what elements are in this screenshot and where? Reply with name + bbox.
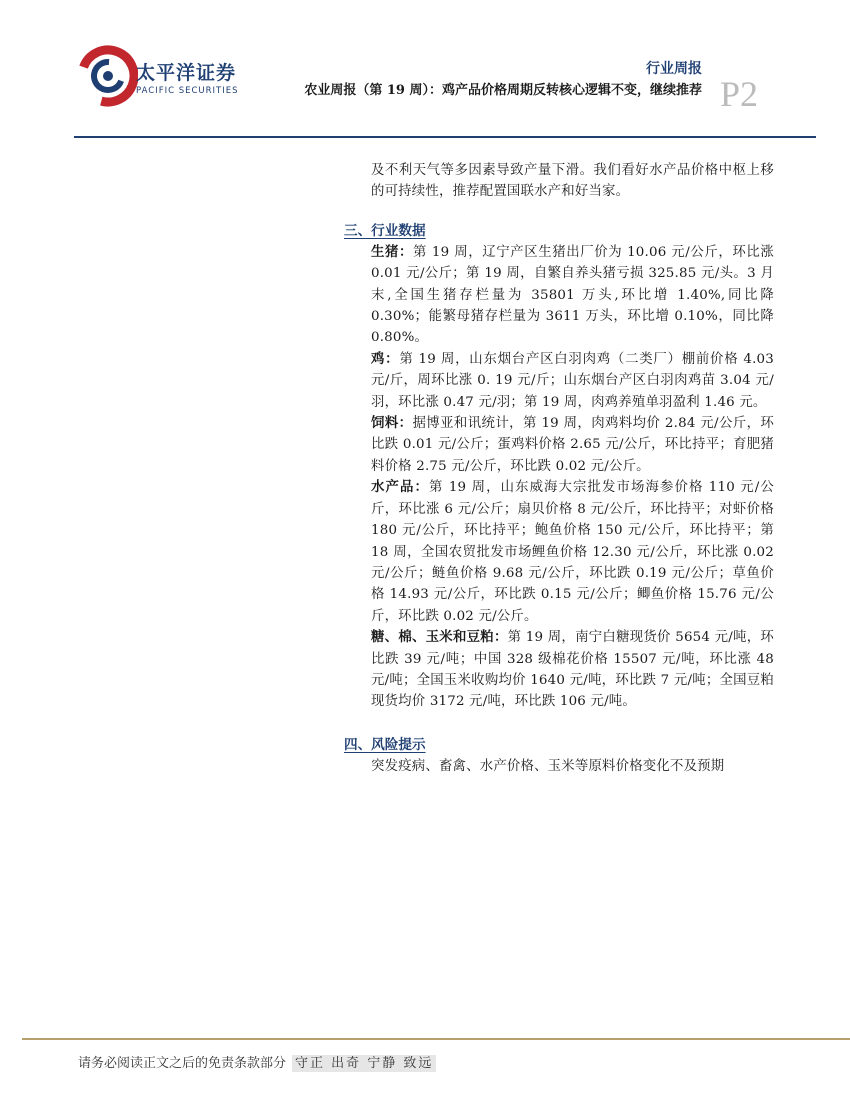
intro-paragraph: 及不利天气等多因素导致产量下滑。我们看好水产品价格中枢上移的可持续性，推荐配置国联水产和好当家。 <box>371 163 774 200</box>
paragraph-text: 第 19 周，南宁白糖现货价 5654 元/吨，环比跌 39 元/吨；中国 328 级棉花价格 15507 元/吨，环比涨 48 元/吨；全国玉米收购均价 1640 元/吨，环比跌 7 元/吨；全国豆粕现货均价 3172 元/吨，环比跌 106 元/吨。 <box>371 630 774 710</box>
paragraph-lead: 水产品： <box>371 479 429 496</box>
footer-divider <box>22 1038 850 1040</box>
header-divider <box>74 136 816 138</box>
paragraph-text: 第 19 周，辽宁产区生猪出厂价为 10.06 元/公斤，环比涨 0.01 元/公斤；第 19 周，自繁自养头猪亏损 325.85 元/头。3 月末,全国生猪存栏量为 35801 万头,环比增 1.40%,同比降 0.30%；能繁母猪存栏量为 3611 万头，环比增 0.10%，同比降 0.80%。 <box>371 244 774 346</box>
section-heading-industry-data: 三、行业数据 <box>344 222 426 239</box>
logo-english-name: PACIFIC SECURITIES <box>136 86 239 96</box>
logo-chinese-name: 太平洋证券 <box>136 62 237 84</box>
page-number: P2 <box>720 74 759 114</box>
data-paragraph-commodities <box>344 627 774 713</box>
footer <box>78 1052 436 1071</box>
data-paragraph-feed <box>344 413 774 477</box>
paragraph-lead: 饲料： <box>371 415 413 432</box>
data-paragraph-chicken <box>344 349 774 413</box>
data-paragraph-hog <box>344 242 774 349</box>
footer-motto: 守正 出奇 宁静 致远 <box>292 1055 436 1072</box>
paragraph-lead: 生猪： <box>371 243 414 260</box>
paragraph-lead: 糖、棉、玉米和豆粕： <box>371 629 508 646</box>
report-title: 农业周报（第 19 周）：鸡产品价格周期反转核心逻辑不变，继续推荐 <box>304 83 702 98</box>
paragraph-text: 第 19 周，山东威海大宗批发市场海参价格 110 元/公斤，环比涨 6 元/公斤；扇贝价格 8 元/公斤，环比持平；对虾价格 180 元/公斤，环比持平；鲍鱼价格 150 元/公斤，环比持平；第 18 周，全国农贸批发市场鲤鱼价格 12.30 元/公斤，环比涨 0.02 元/公斤；鲢鱼价格 9.68 元/公斤，环比跌 0.19 元/公斤；草鱼价格 14.93 元/公斤，环比跌 0.15 元/公斤；鲫鱼价格 15.76 元/公斤，环比跌 0.02 元/公斤。 <box>371 480 774 624</box>
section-heading-risk: 四、风险提示 <box>344 736 426 753</box>
pacific-securities-logo-icon <box>78 44 138 108</box>
paragraph-text: 据博亚和讯统计，第 19 周，肉鸡料均价 2.84 元/公斤，环比跌 0.01 元/公斤；蛋鸡料价格 2.65 元/公斤，环比持平；育肥猪料价格 2.75 元/公斤，环比跌 0.02 元/公斤。 <box>371 416 774 474</box>
report-type-label: 行业周报 <box>646 61 702 77</box>
risk-paragraph: 突发疫病、畜禽、水产价格、玉米等原料价格变化不及预期 <box>371 758 725 774</box>
paragraph-text: 第 19 周，山东烟台产区白羽肉鸡（二类厂）棚前价格 4.03 元/斤，周环比涨 0. 19 元/斤；山东烟台产区白羽肉鸡苗 3.04 元/羽，环比涨 0.47 元/羽；第 19 周，肉鸡养殖单羽盈利 1.46 元。 <box>371 351 774 410</box>
paragraph-lead: 鸡： <box>371 350 400 367</box>
company-logo <box>78 44 248 108</box>
footer-disclaimer: 请务必阅读正文之后的免责条款部分 <box>78 1056 287 1071</box>
data-paragraph-aquatic <box>344 477 774 627</box>
report-body <box>344 160 774 777</box>
